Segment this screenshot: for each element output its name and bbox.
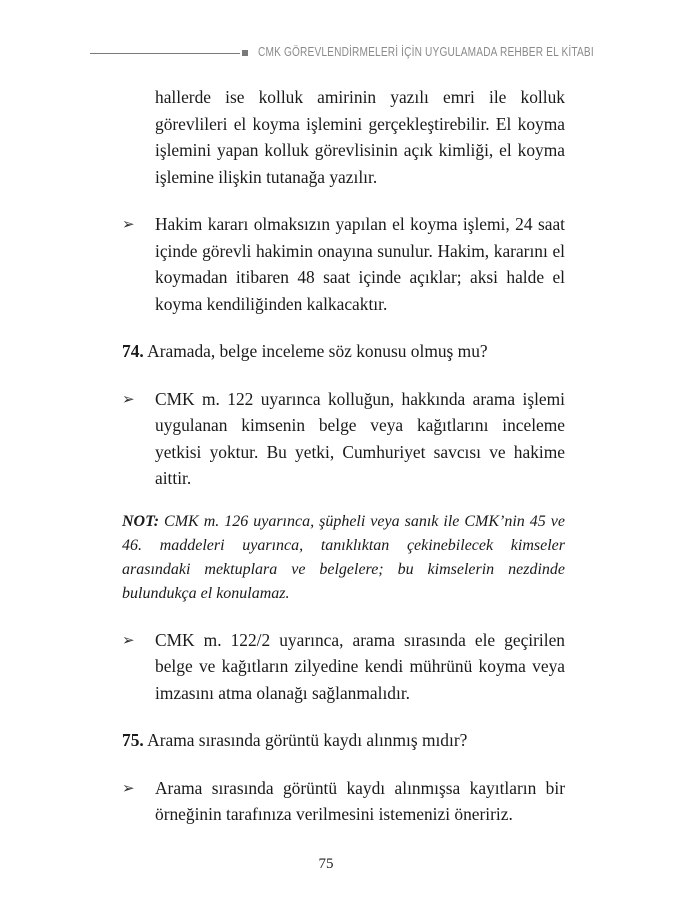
page-number: 75 xyxy=(318,856,334,872)
continued-paragraph: hallerde ise kolluk amirinin yazılı emri ile kolluk görevlileri el koyma işlemini gerçekleştirebilir. El koyma işlemini yapan kolluk görevlisinin açık kimliği, el koyma işlemine ilişkin tutanağa yazılır. xyxy=(155,87,565,187)
arrow-bullet-icon: ➢ xyxy=(122,389,135,408)
bullet-item xyxy=(122,775,565,828)
note-paragraph xyxy=(122,510,565,606)
bullet-item xyxy=(122,211,565,317)
bullet-text: Arama sırasında görüntü kaydı alınmışsa kayıtların bir örneğinin tarafınıza verilmesini istemenizi öneririz. xyxy=(155,777,565,824)
running-header xyxy=(90,44,594,64)
bullet-item xyxy=(122,627,565,707)
bullet-text: CMK m. 122 uyarınca kolluğun, hakkında arama işlemi uygulanan kimsenin belge veya kağıtlarını inceleme yetkisi yoktur. Bu yetki, Cumhuriyet savcısı ve hakime aittir. xyxy=(155,388,565,488)
question-number: 74. xyxy=(122,341,144,361)
bullet-item xyxy=(122,386,565,492)
question-text: Arama sırasında görüntü kaydı alınmış mıdır? xyxy=(143,730,468,750)
header-rule xyxy=(90,53,240,54)
question-75 xyxy=(122,727,565,754)
arrow-bullet-icon: ➢ xyxy=(122,215,135,233)
book-title: CMK GÖREVLENDİRMELERİ İÇİN UYGULAMADA REHBER EL KİTABI xyxy=(258,44,594,59)
question-number: 75. xyxy=(122,730,144,750)
bullet-text: Hakim kararı olmaksızın yapılan el koyma işlemi, 24 saat içinde görevli hakimin onayına sunulur. Hakim, kararını el koymadan itibaren 48 saat içinde açıklar; aksi halde el koyma kendiliğinden kalkacaktır. xyxy=(155,214,565,314)
question-74 xyxy=(122,338,565,365)
arrow-bullet-icon: ➢ xyxy=(122,630,135,649)
arrow-bullet-icon: ➢ xyxy=(122,778,135,797)
bullet-text: CMK m. 122/2 uyarınca, arama sırasında ele geçirilen belge ve kağıtların zilyedine kendi mührünü koyma veya imzasını atma olanağı sağlanmalıdır. xyxy=(155,629,565,703)
question-text: Aramada, belge inceleme söz konusu olmuş mu? xyxy=(143,341,488,361)
header-square-marker xyxy=(242,50,248,56)
note-label: NOT: xyxy=(122,512,160,530)
page-body xyxy=(122,84,565,828)
note-text: CMK m. 126 uyarınca, şüpheli veya sanık ile CMK’nin 45 ve 46. maddeleri uyarınca, tanıklıktan çekinebilecek kimseler arasındaki mektuplara ve belgelere; bu kimselerin nezdinde bulundukça el konulamaz. xyxy=(122,512,565,602)
